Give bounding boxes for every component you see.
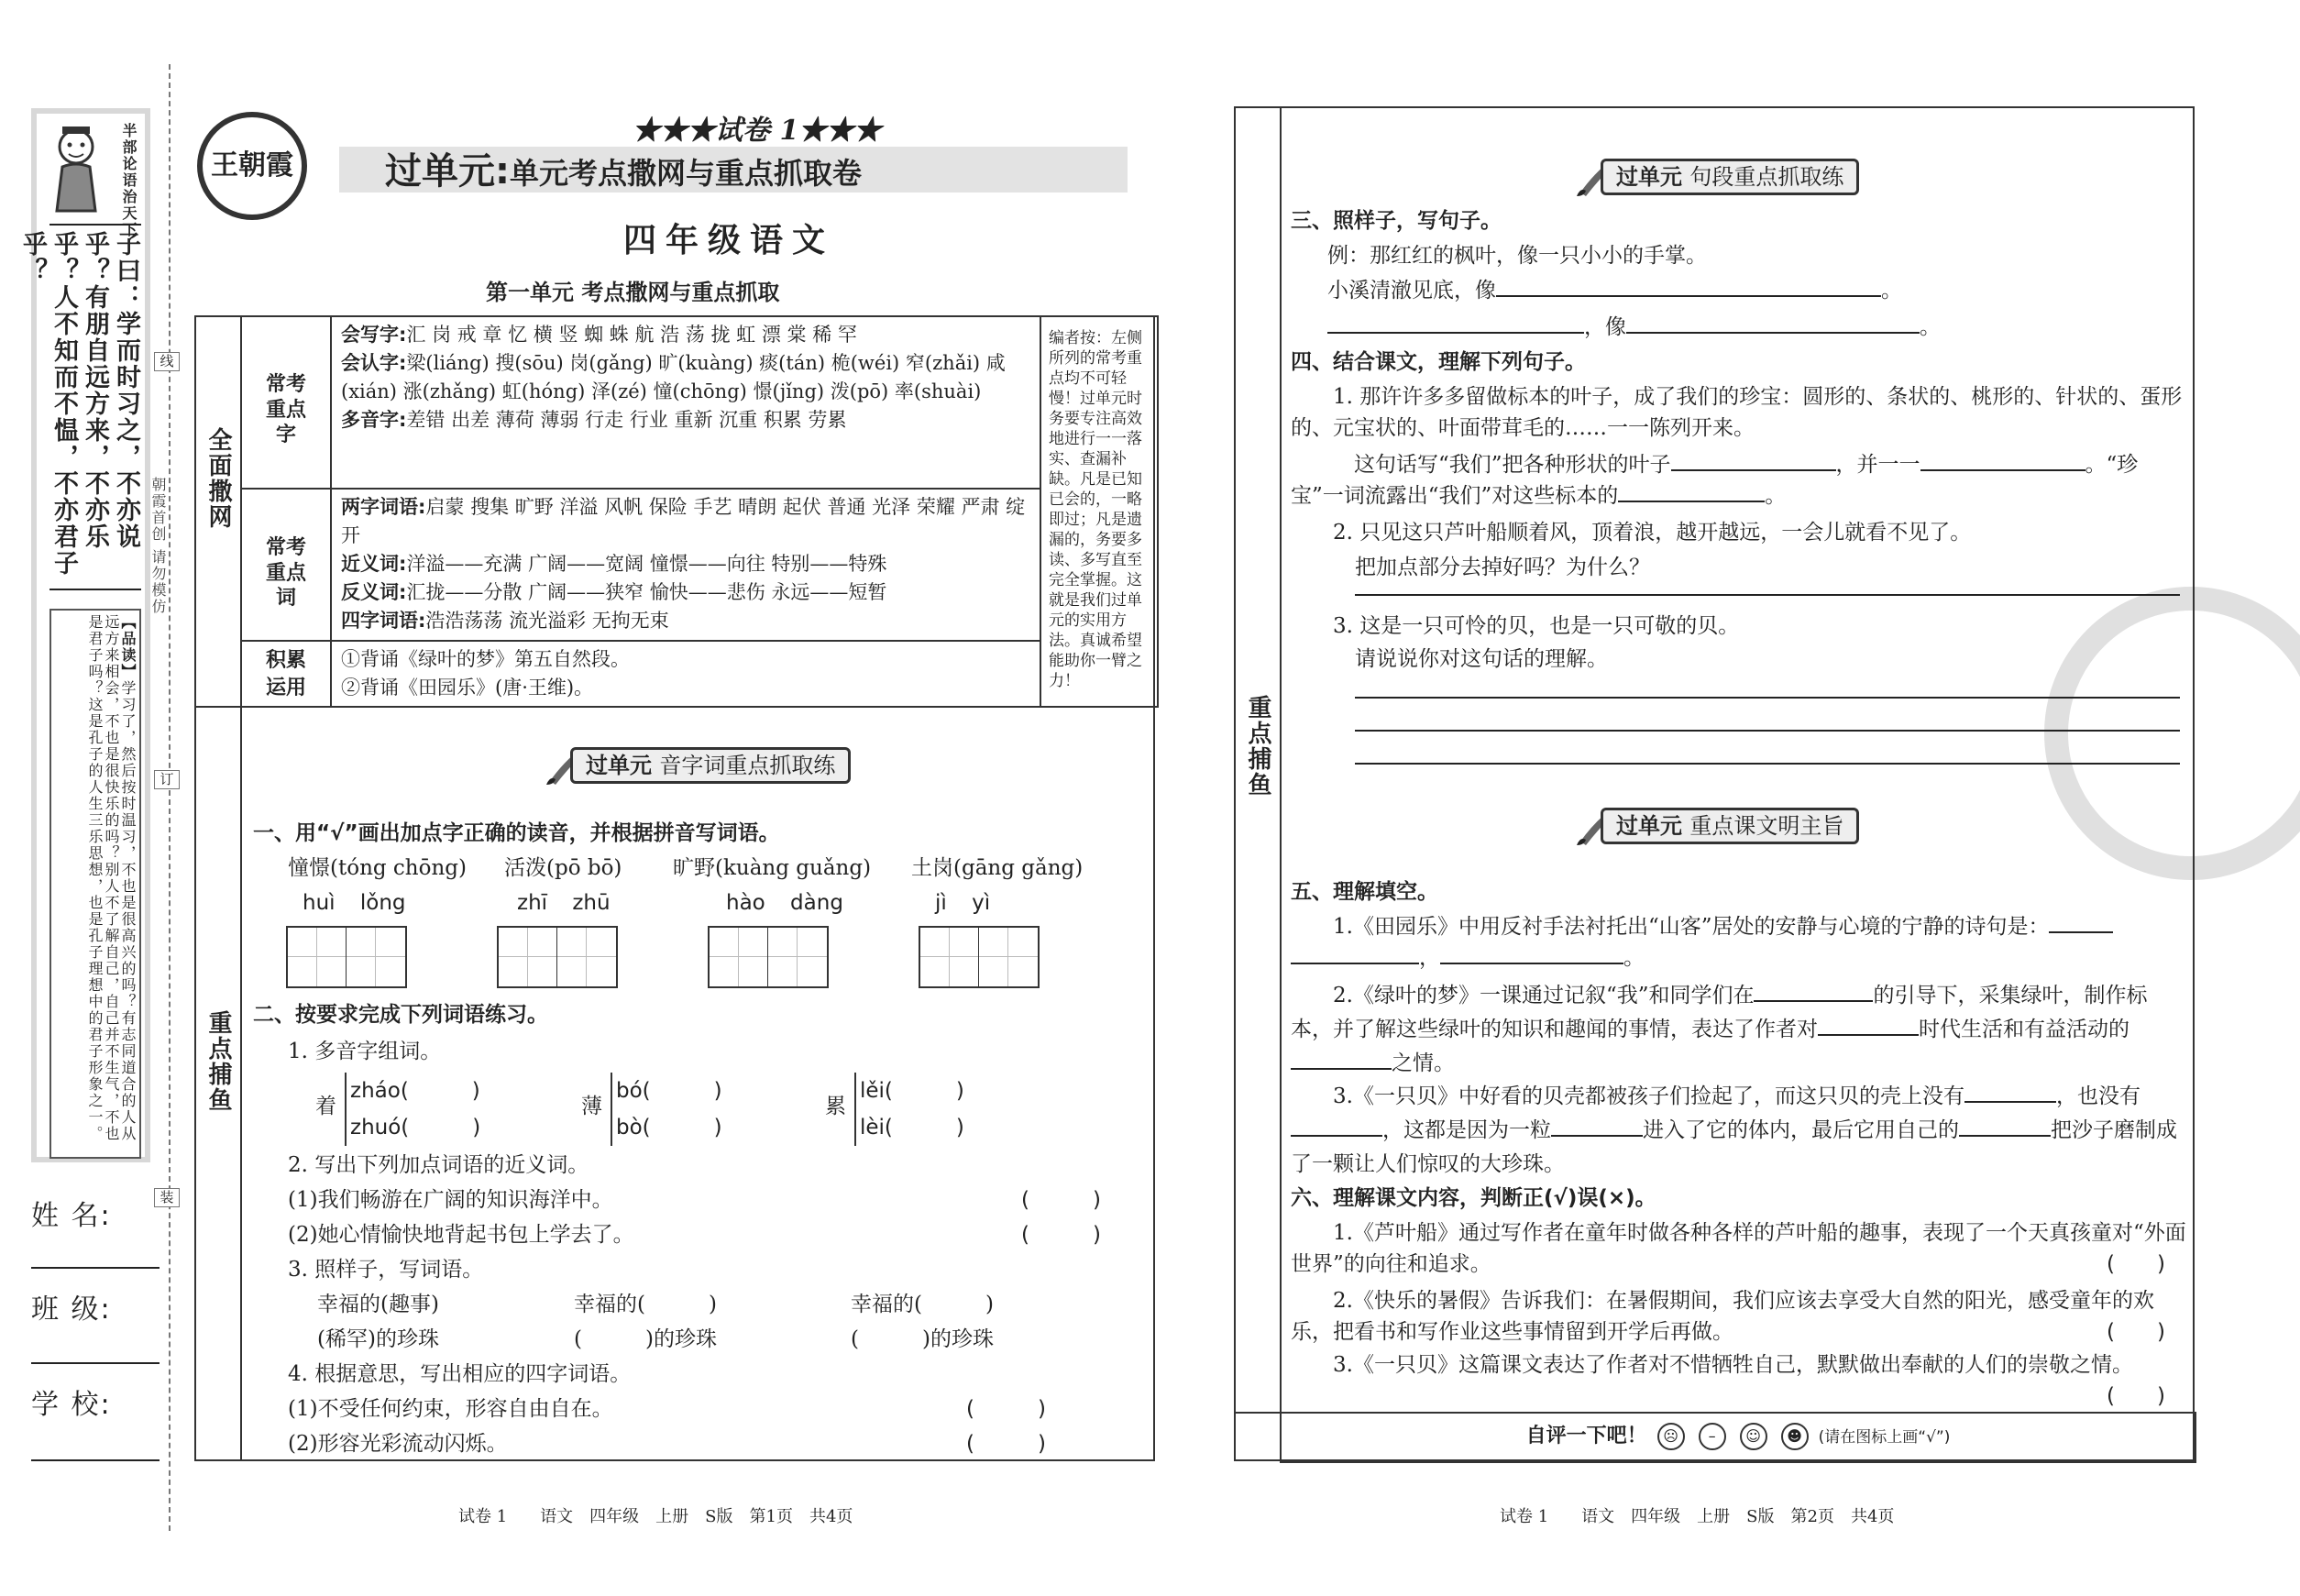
confucius-mascot-icon bbox=[44, 121, 108, 213]
sec1-name: 音字词重点抓取练 bbox=[659, 753, 836, 778]
question-2: 二、按要求完成下列词语练习。 bbox=[253, 1003, 548, 1027]
title-main: 过单元: bbox=[385, 150, 510, 193]
renzi-key: 会认字: bbox=[341, 352, 407, 374]
question-4: 四、结合课文，理解下列句子。 bbox=[1291, 350, 1586, 374]
question-1: 一、用“√”画出加点字正确的读音，并根据拼音写词语。 bbox=[253, 821, 780, 845]
answer-blank[interactable] bbox=[1618, 501, 1765, 502]
words-label: 常考重点词 bbox=[265, 536, 306, 610]
answer-paren[interactable]: ( ) bbox=[966, 1432, 1046, 1456]
answer-blank[interactable] bbox=[1964, 1101, 2056, 1103]
q6-1: 1.《芦叶船》通过写作者在童年时做各种各样的芦叶船的趣事，表现了一个天真孩童对“外面世界”的向往和追求。 bbox=[1291, 1221, 2186, 1276]
liangzi-key: 两字词语: bbox=[341, 496, 426, 518]
section-banner-1 bbox=[545, 744, 851, 787]
q5-2d: 之情。 bbox=[1392, 1051, 1455, 1075]
answer-blank[interactable] bbox=[1920, 469, 2085, 471]
paper-title bbox=[385, 149, 862, 194]
answer-paren[interactable]: ( ) bbox=[1021, 1223, 1101, 1247]
answer-paren[interactable]: ( ) bbox=[1021, 1188, 1101, 1212]
jinyi-value: 洋溢——充满 广阔——宽阔 憧憬——向往 特别——特殊 bbox=[406, 553, 887, 575]
binding-sidebar bbox=[18, 108, 150, 1456]
answer-blank[interactable] bbox=[1818, 1034, 1919, 1036]
cut-label-line: 线 bbox=[154, 352, 180, 371]
copyright-note: 朝霞首创 请勿模仿 bbox=[149, 477, 167, 616]
poly-read[interactable]: lěi( ) bbox=[860, 1079, 964, 1103]
poly-group-2 bbox=[611, 1073, 722, 1146]
unit-title: 第一单元 考点撒网与重点抓取 bbox=[486, 280, 780, 305]
catch-label-cell bbox=[194, 706, 242, 1461]
q4-1-answer: 这句话写“我们”把各种形状的叶子 ，并一一 。“珍宝”一词流露出“我们”对这些标本的 。 bbox=[1291, 453, 2139, 508]
q5-2b: 的引导下，采集绿叶，制作标本，并了解这些绿叶的知识和趣闻的事情，表达了作者对 bbox=[1291, 984, 2148, 1041]
poly-char-1: 着 bbox=[315, 1095, 336, 1118]
accum-content bbox=[330, 640, 1041, 708]
page2-footer: 试卷 1 语文 四年级 上册 S版 第2页 共4页 bbox=[1500, 1507, 1895, 1526]
page1-frame bbox=[194, 315, 1155, 1461]
neutral-face-icon[interactable]: – bbox=[1699, 1423, 1726, 1450]
answer-blank[interactable] bbox=[1671, 469, 1836, 471]
answer-blank[interactable] bbox=[1754, 1000, 1873, 1002]
q5-3 bbox=[1291, 1080, 2189, 1182]
pinyin-4: jì yì bbox=[935, 891, 991, 915]
fanyi-row bbox=[341, 578, 1030, 607]
paper-title-bar bbox=[339, 147, 1128, 193]
q4-3-question: 请说说你对这句话的理解。 bbox=[1355, 647, 1608, 671]
jinyi-key: 近义词: bbox=[341, 553, 407, 575]
q3-a: 小溪清澈见底，像 bbox=[1327, 279, 1496, 303]
q2-4b: (2)形容光彩流动闪烁。 bbox=[288, 1432, 508, 1456]
answer-blank[interactable] bbox=[1496, 295, 1881, 297]
paper-number: ★★★试卷 1★★★ bbox=[633, 115, 882, 147]
cut-label-fold: 装 bbox=[154, 1188, 180, 1207]
pinyin-2: zhī zhū bbox=[517, 891, 611, 915]
answer-line[interactable] bbox=[1355, 763, 2180, 765]
q1-word-3: 旷野(kuàng guǎng) bbox=[673, 856, 872, 880]
catch-label-cell bbox=[1234, 106, 1282, 1414]
catch-label: 重点捕鱼 bbox=[204, 1010, 232, 1113]
answer-line[interactable] bbox=[1355, 697, 2180, 699]
editor-note: 编者按：左侧所列的常考重点均不可轻慢！过单元时务要专注高效地进行一一落实、查漏补缺。凡是已知已会的，一略即过；凡是遗漏的，务要多读、多写直至完全掌握。这就是我们过单元的实用方法。真诚希望能助你一臂之力！ bbox=[1040, 315, 1159, 708]
q2-3a-3[interactable]: 幸福的( ) bbox=[851, 1293, 994, 1316]
answer-blank[interactable] bbox=[1291, 1068, 1392, 1070]
chars-label-cell bbox=[240, 315, 332, 490]
writing-grid[interactable] bbox=[497, 926, 618, 988]
poly-char-3: 累 bbox=[825, 1095, 846, 1118]
chars-label: 常考重点字 bbox=[265, 373, 306, 446]
cut-line bbox=[169, 64, 171, 1531]
section-tag bbox=[1601, 159, 1859, 195]
title-sub: 单元考点撒网与重点抓取卷 bbox=[510, 156, 863, 191]
q2-3a-1: 幸福的(趣事) bbox=[317, 1293, 439, 1316]
sidebar-quote-box bbox=[18, 108, 150, 1162]
q5-3b: ，也没有 bbox=[2055, 1084, 2140, 1108]
q2-2a: (1)我们畅游在广阔的知识海洋中。 bbox=[288, 1188, 613, 1212]
answer-blank[interactable] bbox=[1291, 963, 1419, 964]
q5-2 bbox=[1291, 979, 2189, 1081]
q4-3: 3. 这是一只可怜的贝，也是一只可敬的贝。 bbox=[1333, 614, 1740, 638]
q5-3c: ，这都是因为一粒 bbox=[1382, 1118, 1551, 1142]
q2-4: 4. 根据意思，写出相应的四字词语。 bbox=[288, 1362, 632, 1386]
poly-read[interactable]: zhuó( ) bbox=[350, 1116, 481, 1139]
publisher-logo: 王朝霞 bbox=[197, 112, 307, 220]
accum-label-cell bbox=[240, 640, 332, 708]
renzi-row bbox=[341, 349, 1030, 406]
fanyi-key: 反义词: bbox=[341, 581, 407, 603]
accum-item-2: ②背诵《田园乐》(唐·王维)。 bbox=[341, 677, 594, 699]
q2-3: 3. 照样子，写词语。 bbox=[288, 1258, 484, 1282]
duoyin-value: 差错 出差 薄荷 薄弱 行走 行业 重新 沉重 积累 劳累 bbox=[406, 409, 847, 431]
q2-3b-1: (稀罕)的珍珠 bbox=[317, 1327, 439, 1351]
reading-text: 学习了，然后按时温习，不也是很高兴的吗？有志同道合的人从远方来相会，不也是很快乐的吗？别人不了解自己，自己并不生气，不也是君子吗？这是孔子的人生三乐思想，也是孔子理想中的君子形象之一。 bbox=[86, 614, 137, 1142]
q5-3e: 把沙子磨制成了一颗让人们惊叹的大珍珠。 bbox=[1291, 1118, 2177, 1176]
sec1-tag: 过单元 bbox=[586, 753, 652, 778]
poly-read[interactable]: bó( ) bbox=[616, 1079, 722, 1103]
answer-line[interactable] bbox=[1355, 730, 2180, 732]
sec3-tag: 过单元 bbox=[1616, 813, 1682, 839]
answer-blank[interactable] bbox=[1551, 1135, 1643, 1137]
happy-face-icon[interactable]: ☻ bbox=[1781, 1423, 1809, 1450]
question-6: 六、理解课文内容，判断正(√)误(×)。 bbox=[1291, 1186, 1656, 1210]
liangzi-value: 启蒙 搜集 旷野 洋溢 风帆 保险 手艺 晴朗 起伏 普通 光泽 荣耀 严肃 绽开 bbox=[341, 496, 1026, 546]
answer-blank[interactable] bbox=[1440, 963, 1623, 964]
fanyi-value: 汇拢——分散 广阔——狭窄 愉快——悲伤 永远——短暂 bbox=[406, 581, 887, 603]
answer-blank[interactable] bbox=[2049, 931, 2113, 933]
q1-word-2: 活泼(pō bō) bbox=[504, 856, 622, 880]
answer-blank[interactable] bbox=[1327, 332, 1584, 334]
question-5: 五、理解填空。 bbox=[1291, 880, 1438, 904]
net-label-cell bbox=[194, 315, 242, 708]
pinyin-3: hào dàng bbox=[726, 891, 843, 915]
q4-2-question: 把加点部分去掉好吗？为什么？ bbox=[1355, 556, 1650, 579]
section-tag bbox=[1601, 808, 1859, 844]
poly-group-1 bbox=[345, 1073, 480, 1146]
poly-group-3 bbox=[854, 1073, 964, 1146]
q2-3b-3[interactable]: ( )的珍珠 bbox=[851, 1327, 994, 1351]
section-tag bbox=[570, 747, 851, 784]
answer-blank[interactable] bbox=[1626, 332, 1920, 334]
q1-word-1: 憧憬(tóng chōng) bbox=[288, 856, 467, 880]
smile-face-icon[interactable]: ☺ bbox=[1740, 1423, 1767, 1450]
judge-paren[interactable]: ( ) bbox=[2107, 1320, 2165, 1344]
sizi-key: 四字词语: bbox=[341, 610, 426, 632]
q2-3a-2[interactable]: 幸福的( ) bbox=[574, 1293, 717, 1316]
catch-label-2: 重点捕鱼 bbox=[1244, 695, 1271, 798]
q4-1c: 。“珍宝”一词流露出“我们”对这些标本的 bbox=[1291, 453, 2139, 508]
poly-read[interactable]: zháo( ) bbox=[350, 1079, 480, 1103]
words-label-cell bbox=[240, 488, 332, 642]
q6-2: 2.《快乐的暑假》告诉我们：在暑假期间，我们应该去享受大自然的阳光，感受童年的欢乐，把看书和写作业这些事情留到开学后再做。 bbox=[1291, 1289, 2154, 1344]
q4-1: 1. 那许许多多留做标本的叶子，成了我们的珍宝：圆形的、条状的、桃形的、针状的、蛋形的、元宝状的、叶面带茸毛的……一一陈列开来。 bbox=[1291, 385, 2183, 440]
school-field-label: 学 校: bbox=[31, 1389, 112, 1421]
section-banner-3 bbox=[1575, 805, 1859, 847]
answer-blank[interactable] bbox=[1291, 1135, 1382, 1137]
q5-1: 1.《田园乐》中用反衬手法衬托出“山客”居处的安静与心境的宁静的诗句是： ， 。 bbox=[1291, 911, 2189, 974]
sad-face-icon[interactable]: ☹ bbox=[1657, 1423, 1685, 1450]
q1-word-4: 土岗(gāng gǎng) bbox=[911, 856, 1084, 880]
q5-3a: 3.《一只贝》中好看的贝壳都被孩子们捡起了，而这只贝的壳上没有 bbox=[1333, 1084, 1964, 1108]
grade-subject: 四年级语文 bbox=[623, 221, 835, 259]
question-3: 三、照样子，写句子。 bbox=[1291, 209, 1502, 233]
answer-blank[interactable] bbox=[1959, 1135, 2051, 1137]
q4-1b: ，并一一 bbox=[1835, 453, 1920, 477]
sec2-name: 句段重点抓取练 bbox=[1689, 164, 1844, 190]
answer-line[interactable] bbox=[1355, 594, 2180, 596]
duoyin-key: 多音字: bbox=[341, 409, 407, 431]
xiezi-key: 会写字: bbox=[341, 324, 407, 346]
answer-paren[interactable]: ( ) bbox=[966, 1397, 1046, 1421]
liangzi-row bbox=[341, 493, 1030, 550]
q2-3b-2[interactable]: ( )的珍珠 bbox=[574, 1327, 717, 1351]
q3-line-a: 小溪清澈见底，像 。 bbox=[1327, 279, 1902, 303]
q4-1a: 这句话写“我们”把各种形状的叶子 bbox=[1354, 453, 1671, 477]
sizi-row bbox=[341, 607, 1030, 635]
name-field-line[interactable] bbox=[31, 1267, 160, 1269]
q5-2c: 时代生活和有益活动的 bbox=[1919, 1018, 2129, 1041]
sec3-name: 重点课文明主旨 bbox=[1689, 813, 1844, 839]
jinyi-row bbox=[341, 550, 1030, 578]
self-eval-note: (请在图标上画“√”) bbox=[1818, 1428, 1951, 1447]
poly-read[interactable]: bò( ) bbox=[616, 1116, 722, 1139]
poly-read[interactable]: lèi( ) bbox=[860, 1116, 964, 1139]
net-label: 全面撒网 bbox=[204, 427, 232, 530]
analects-quote: 子曰：学而时习之，不亦说乎？有朋自远方来，不亦乐乎？人不知而不愠，不亦君子乎？ bbox=[50, 224, 141, 590]
school-field-line[interactable] bbox=[31, 1459, 160, 1461]
judge-paren[interactable]: ( ) bbox=[2107, 1384, 2165, 1408]
sidebar-motto: 半部论语治天下 bbox=[120, 123, 138, 238]
class-field-line[interactable] bbox=[31, 1362, 160, 1364]
q5-3d: 进入了它的体内，最后它用自己的 bbox=[1643, 1118, 1959, 1142]
judge-paren[interactable]: ( ) bbox=[2107, 1252, 2165, 1276]
page2-frame bbox=[1234, 106, 2195, 1461]
self-eval-label: 自评一下吧！ bbox=[1525, 1425, 1647, 1447]
sizi-value: 浩浩荡荡 流光溢彩 无拘无束 bbox=[425, 610, 669, 632]
accum-item-1: ①背诵《绿叶的梦》第五自然段。 bbox=[341, 648, 630, 670]
cut-label-bind: 订 bbox=[154, 770, 180, 789]
writing-grid[interactable] bbox=[286, 926, 407, 988]
sec2-tag: 过单元 bbox=[1616, 164, 1682, 190]
section-banner-2 bbox=[1575, 156, 1859, 198]
q2-4a: (1)不受任何约束，形容自由自在。 bbox=[288, 1397, 613, 1421]
xiezi-row bbox=[341, 321, 1030, 349]
name-field-label: 姓 名: bbox=[31, 1200, 112, 1232]
page1-footer: 试卷 1 语文 四年级 上册 S版 第1页 共4页 bbox=[458, 1507, 853, 1526]
q5-2a: 2.《绿叶的梦》一课通过记叙“我”和同学们在 bbox=[1333, 984, 1755, 1007]
writing-grid[interactable] bbox=[919, 926, 1040, 988]
writing-grid[interactable] bbox=[708, 926, 829, 988]
reading-label: 【品读】 bbox=[119, 614, 137, 680]
q5-1-text: 1.《田园乐》中用反衬手法衬托出“山客”居处的安静与心境的宁静的诗句是： bbox=[1333, 915, 2050, 939]
q6-3: 3.《一只贝》这篇课文表达了作者对不惜牺牲自己，默默做出奉献的人们的崇敬之情。 bbox=[1333, 1353, 2133, 1377]
q3-example: 例：那红红的枫叶，像一只小小的手掌。 bbox=[1327, 244, 1707, 268]
poly-char-2: 薄 bbox=[581, 1095, 602, 1118]
chars-content bbox=[330, 315, 1041, 490]
words-content bbox=[330, 488, 1041, 642]
self-eval-bar bbox=[1280, 1412, 2196, 1463]
q2-1: 1. 多音字组词。 bbox=[288, 1040, 442, 1063]
duoyin-row bbox=[341, 406, 1030, 435]
accum-label: 积累运用 bbox=[265, 649, 306, 699]
q3-b: ，像 bbox=[1584, 315, 1626, 339]
reading-note bbox=[50, 609, 141, 1159]
q2-2b: (2)她心情愉快地背起书包上学去了。 bbox=[288, 1223, 634, 1247]
class-field-label: 班 级: bbox=[31, 1293, 112, 1326]
pinyin-1: huì lǒng bbox=[303, 891, 406, 915]
q3-line-b: ，像 。 bbox=[1327, 312, 1941, 343]
q4-2: 2. 只见这只芦叶船顺着风，顶着浪，越开越远，一会儿就看不见了。 bbox=[1333, 521, 1972, 545]
q2-2: 2. 写出下列加点词语的近义词。 bbox=[288, 1153, 589, 1177]
xiezi-value: 汇 岗 戒 章 忆 横 竖 蜘 蛛 航 浩 荡 拢 虹 漂 棠 稀 罕 bbox=[406, 324, 857, 346]
renzi-value: 梁(liáng) 搜(sōu) 岗(gǎng) 旷(kuàng) 痰(tán) 桅(wéi) 窄(zhǎi) 咸(xián) 涨(zhǎng) 虹(hóng) 泽(zé) 憧(chōng) 憬(jǐng) 泼(pō) 率(shuài) bbox=[341, 352, 1006, 402]
